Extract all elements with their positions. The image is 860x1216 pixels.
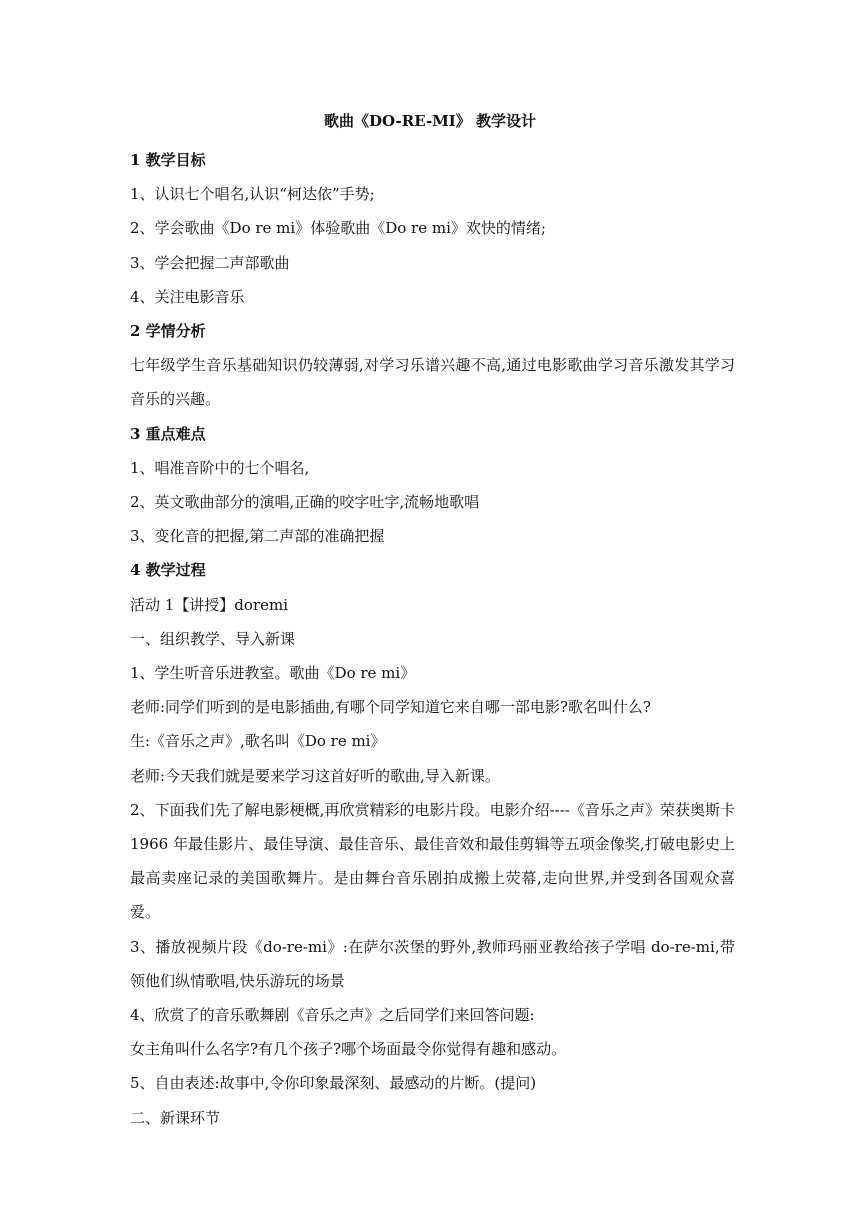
text-line: 一、组织教学、导入新课 [130, 629, 296, 648]
section-heading-key-points: 3 重点难点 [130, 424, 206, 443]
text-line: 老师:今天我们就是要来学习这首好听的歌曲,导入新课。 [130, 766, 500, 785]
text-line: 1、学生听音乐进教室。歌曲《Do re mi》 [130, 664, 416, 683]
section-heading-analysis: 2 学情分析 [130, 322, 206, 341]
section-heading-objectives: 1 教学目标 [130, 151, 206, 169]
text-line: 1、认识七个唱名,认识“柯达依”手势; [130, 185, 375, 204]
text-line: 二、新课环节 [130, 1108, 221, 1127]
document-body [130, 143, 735, 1135]
section-heading-process: 4 教学过程 [130, 561, 206, 580]
text-line: 活动 1【讲授】doremi [130, 595, 289, 614]
paragraph: 3、播放视频片段《do-re-mi》:在萨尔茨堡的野外,教师玛丽亚教给孩子学唱 do-re-mi,带领他们纵情歌唱,快乐游玩的场景 [130, 937, 735, 990]
paragraph: 2、下面我们先了解电影梗概,再欣赏精彩的电影片段。电影介绍----《音乐之声》荣获奥斯卡 1966 年最佳影片、最佳导演、最佳音乐、最佳音效和最佳剪辑等五项金像奖,打破电影史上最高卖座记录的美国歌舞片。是由舞台音乐剧拍成搬上荧幕,走向世界,并受到各国观众喜爱。 [130, 800, 735, 922]
text-line: 4、欣赏了的音乐歌舞剧《音乐之声》之后同学们来回答问题: [130, 1006, 535, 1025]
text-line: 女主角叫什么名字?有几个孩子?哪个场面最令你觉得有趣和感动。 [130, 1040, 567, 1059]
document-title: 歌曲《DO-RE-MI》 教学设计 [323, 112, 537, 130]
text-line: 3、变化音的把握,第二声部的准确把握 [130, 527, 385, 546]
text-line: 5、自由表述:故事中,令你印象最深刻、最感动的片断。(提问) [130, 1074, 537, 1093]
text-line: 3、学会把握二声部歌曲 [130, 253, 290, 272]
text-line: 2、英文歌曲部分的演唱,正确的咬字吐字,流畅地歌唱 [130, 493, 480, 512]
text-line: 1、唱准音阶中的七个唱名, [130, 458, 310, 477]
text-line: 生:《音乐之声》,歌名叫《Do re mi》 [130, 732, 386, 751]
paragraph: 七年级学生音乐基础知识仍较薄弱,对学习乐谱兴趣不高,通过电影歌曲学习音乐激发其学习音乐的兴趣。 [130, 356, 735, 409]
text-line: 老师:同学们听到的是电影插曲,有哪个同学知道它来自哪一部电影?歌名叫什么? [130, 698, 651, 717]
text-line: 4、关注电影音乐 [130, 287, 245, 306]
text-line: 2、学会歌曲《Do re mi》体验歌曲《Do re mi》欢快的情绪; [130, 219, 546, 238]
